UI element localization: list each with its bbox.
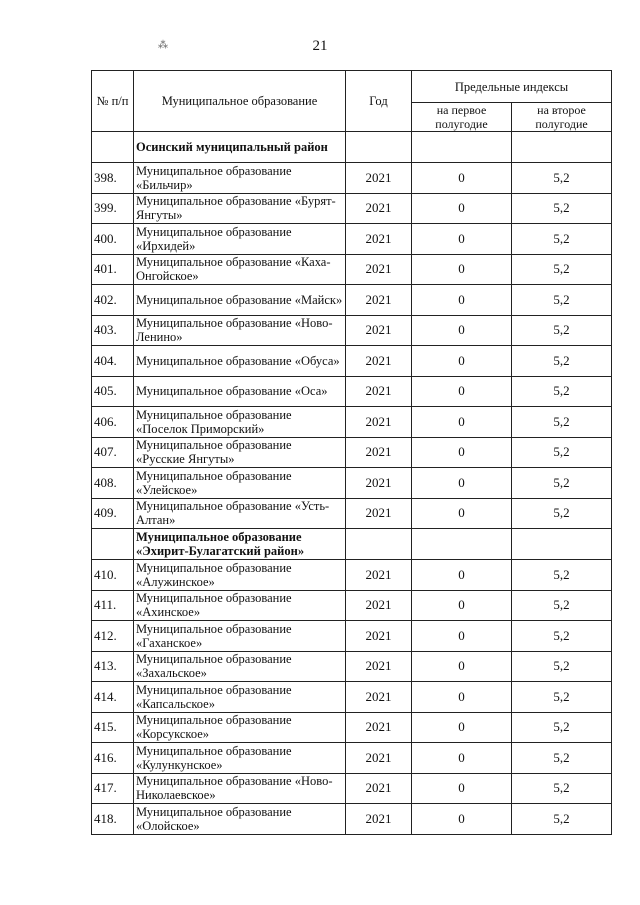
table-row: [92, 163, 612, 194]
table-row: [92, 193, 612, 224]
table-row: [92, 560, 612, 591]
second-half-index: 5,2: [512, 712, 612, 743]
municipality-name: Муниципальное образование «Олойское»: [134, 804, 346, 835]
row-year: 2021: [346, 651, 412, 682]
row-number: 409.: [92, 498, 134, 529]
table-row: [92, 285, 612, 316]
first-half-index: 0: [412, 804, 512, 835]
row-year: 2021: [346, 376, 412, 407]
row-year: 2021: [346, 743, 412, 774]
first-half-index: 0: [412, 193, 512, 224]
table-row: [92, 621, 612, 652]
municipality-name: Муниципальное образование «Русские Янгуты»: [134, 437, 346, 468]
second-half-index: 5,2: [512, 560, 612, 591]
row-number: 404.: [92, 346, 134, 377]
row-number: 408.: [92, 468, 134, 499]
row-number: 399.: [92, 193, 134, 224]
row-year: 2021: [346, 193, 412, 224]
row-year: 2021: [346, 468, 412, 499]
row-year: 2021: [346, 712, 412, 743]
municipality-name: Муниципальное образование «Бильчир»: [134, 163, 346, 194]
first-half-index: 0: [412, 224, 512, 255]
municipality-name: Муниципальное образование «Капсальское»: [134, 682, 346, 713]
second-half-index: 5,2: [512, 590, 612, 621]
table-row: [92, 224, 612, 255]
municipality-name: Муниципальное образование «Оса»: [134, 376, 346, 407]
first-half-index: 0: [412, 560, 512, 591]
row-number: 403.: [92, 315, 134, 346]
row-number: 415.: [92, 712, 134, 743]
row-number: 418.: [92, 804, 134, 835]
section-year-cell: [346, 132, 412, 163]
table-body: [92, 132, 612, 835]
municipality-name: Муниципальное образование «Поселок Приморский»: [134, 407, 346, 438]
section-first-half-cell: [412, 132, 512, 163]
second-half-index: 5,2: [512, 743, 612, 774]
second-half-index: 5,2: [512, 682, 612, 713]
section-num-cell: [92, 132, 134, 163]
first-half-index: 0: [412, 712, 512, 743]
row-number: 402.: [92, 285, 134, 316]
first-half-index: 0: [412, 437, 512, 468]
table-row: [92, 376, 612, 407]
header-limit-indices: Предельные индексы: [412, 71, 612, 103]
municipality-name: Муниципальное образование «Захальское»: [134, 651, 346, 682]
row-year: 2021: [346, 560, 412, 591]
header-municipality: Муниципальное образование: [134, 71, 346, 132]
first-half-index: 0: [412, 498, 512, 529]
table-row: [92, 468, 612, 499]
municipality-name: Муниципальное образование «Майск»: [134, 285, 346, 316]
municipality-name: Муниципальное образование «Бурят-Янгуты»: [134, 193, 346, 224]
page-number: 21: [312, 38, 328, 54]
row-year: 2021: [346, 437, 412, 468]
row-year: 2021: [346, 163, 412, 194]
second-half-index: 5,2: [512, 315, 612, 346]
second-half-index: 5,2: [512, 254, 612, 285]
second-half-index: 5,2: [512, 804, 612, 835]
row-year: 2021: [346, 621, 412, 652]
table-row: [92, 773, 612, 804]
table-row: [92, 804, 612, 835]
section-second-half-cell: [512, 132, 612, 163]
row-number: 406.: [92, 407, 134, 438]
second-half-index: 5,2: [512, 437, 612, 468]
row-number: 414.: [92, 682, 134, 713]
municipality-name: Муниципальное образование «Корсукское»: [134, 712, 346, 743]
table-row: [92, 682, 612, 713]
row-number: 405.: [92, 376, 134, 407]
municipality-name: Муниципальное образование «Улейское»: [134, 468, 346, 499]
second-half-index: 5,2: [512, 621, 612, 652]
table-row: [92, 590, 612, 621]
row-number: 410.: [92, 560, 134, 591]
second-half-index: 5,2: [512, 376, 612, 407]
second-half-index: 5,2: [512, 285, 612, 316]
row-year: 2021: [346, 285, 412, 316]
section-row: [92, 529, 612, 560]
municipality-name: Муниципальное образование «Ахинское»: [134, 590, 346, 621]
header-num: № п/п: [92, 71, 134, 132]
first-half-index: 0: [412, 346, 512, 377]
municipality-name: Муниципальное образование «Ирхидей»: [134, 224, 346, 255]
table-row: [92, 254, 612, 285]
second-half-index: 5,2: [512, 346, 612, 377]
municipality-name: Муниципальное образование «Алужинское»: [134, 560, 346, 591]
row-year: 2021: [346, 773, 412, 804]
first-half-index: 0: [412, 407, 512, 438]
table-row: [92, 651, 612, 682]
municipality-name: Муниципальное образование «Ново-Николаевское»: [134, 773, 346, 804]
header-first-half: на первое полугодие: [412, 103, 512, 132]
section-title: Осинский муниципальный район: [134, 132, 346, 163]
row-year: 2021: [346, 315, 412, 346]
scan-artifact-icon: ⁂: [158, 40, 168, 51]
first-half-index: 0: [412, 315, 512, 346]
first-half-index: 0: [412, 468, 512, 499]
municipality-name: Муниципальное образование «Каха-Онгойское»: [134, 254, 346, 285]
table-row: [92, 437, 612, 468]
row-number: 417.: [92, 773, 134, 804]
row-number: 411.: [92, 590, 134, 621]
second-half-index: 5,2: [512, 468, 612, 499]
second-half-index: 5,2: [512, 193, 612, 224]
row-year: 2021: [346, 254, 412, 285]
first-half-index: 0: [412, 285, 512, 316]
row-number: 413.: [92, 651, 134, 682]
section-title: Муниципальное образование «Эхирит-Булагатский район»: [134, 529, 346, 560]
row-number: 398.: [92, 163, 134, 194]
municipality-name: Муниципальное образование «Кулункунское»: [134, 743, 346, 774]
header-year: Год: [346, 71, 412, 132]
row-year: 2021: [346, 346, 412, 377]
table-row: [92, 743, 612, 774]
second-half-index: 5,2: [512, 224, 612, 255]
row-year: 2021: [346, 498, 412, 529]
municipality-name: Муниципальное образование «Гаханское»: [134, 621, 346, 652]
second-half-index: 5,2: [512, 163, 612, 194]
first-half-index: 0: [412, 651, 512, 682]
first-half-index: 0: [412, 743, 512, 774]
section-year-cell: [346, 529, 412, 560]
row-number: 412.: [92, 621, 134, 652]
row-year: 2021: [346, 407, 412, 438]
section-row: [92, 132, 612, 163]
row-number: 407.: [92, 437, 134, 468]
row-year: 2021: [346, 224, 412, 255]
section-first-half-cell: [412, 529, 512, 560]
row-year: 2021: [346, 804, 412, 835]
municipality-name: Муниципальное образование «Ново-Ленино»: [134, 315, 346, 346]
municipality-name: Муниципальное образование «Обуса»: [134, 346, 346, 377]
municipality-name: Муниципальное образование «Усть-Алтан»: [134, 498, 346, 529]
row-year: 2021: [346, 590, 412, 621]
table-row: [92, 407, 612, 438]
first-half-index: 0: [412, 590, 512, 621]
row-number: 416.: [92, 743, 134, 774]
first-half-index: 0: [412, 376, 512, 407]
second-half-index: 5,2: [512, 498, 612, 529]
first-half-index: 0: [412, 163, 512, 194]
section-second-half-cell: [512, 529, 612, 560]
table-row: [92, 498, 612, 529]
header-second-half: на второе полугодие: [512, 103, 612, 132]
table-row: [92, 712, 612, 743]
first-half-index: 0: [412, 254, 512, 285]
row-year: 2021: [346, 682, 412, 713]
second-half-index: 5,2: [512, 651, 612, 682]
section-num-cell: [92, 529, 134, 560]
first-half-index: 0: [412, 773, 512, 804]
first-half-index: 0: [412, 682, 512, 713]
row-number: 401.: [92, 254, 134, 285]
limit-indices-table: [91, 70, 612, 835]
table-row: [92, 315, 612, 346]
row-number: 400.: [92, 224, 134, 255]
first-half-index: 0: [412, 621, 512, 652]
table-row: [92, 346, 612, 377]
second-half-index: 5,2: [512, 407, 612, 438]
second-half-index: 5,2: [512, 773, 612, 804]
